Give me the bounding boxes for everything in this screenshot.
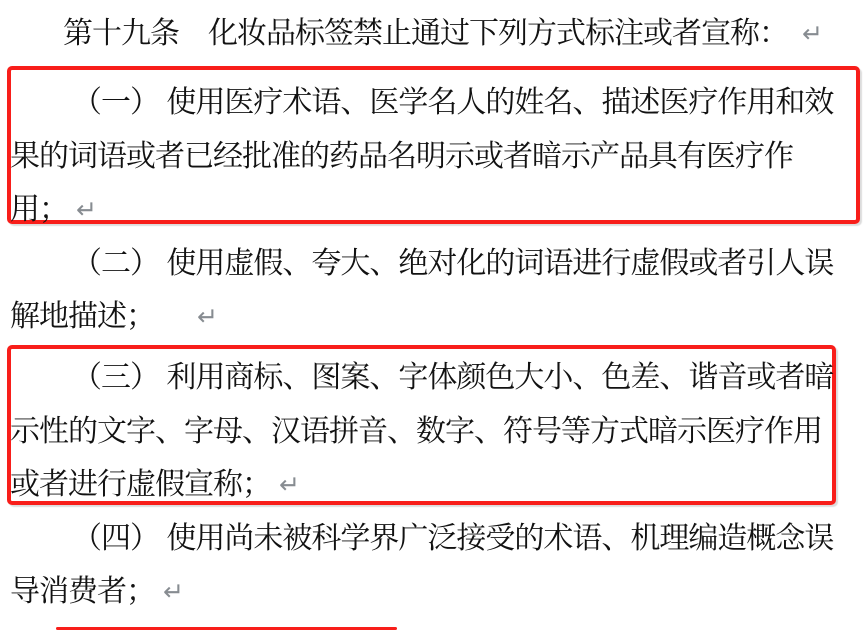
- paragraph-return-icon: ↵: [279, 471, 300, 499]
- item-1-line-1-text: （一） 使用医疗术语、医学名人的姓名、描述医疗作用和效: [72, 86, 834, 119]
- item-4-line-2: [10, 573, 184, 612]
- paragraph-return-icon: ↵: [802, 20, 823, 48]
- item-1-line-1: [72, 84, 833, 122]
- item-1-line-3-text: 用；: [10, 193, 68, 226]
- paragraph-return-icon: ↵: [76, 196, 97, 224]
- item-2-line-1-text: （二） 使用虚假、夸大、绝对化的词语进行虚假或者引人误: [72, 247, 834, 280]
- highlight-box-partial-bottom: [56, 627, 397, 630]
- item-1-line-2-text: 果的词语或者已经批准的药品名明示或者暗示产品具有医疗作: [10, 140, 793, 173]
- paragraph-return-icon: ↵: [163, 578, 184, 606]
- item-1-line-3: [10, 191, 97, 230]
- item-4-line-1: [72, 520, 833, 558]
- item-2-line-2-text: 解地描述；: [10, 300, 155, 333]
- item-4-line-1-text: （四） 使用尚未被科学界广泛接受的术语、机理编造概念误: [72, 522, 834, 555]
- item-3-line-1: [72, 359, 833, 397]
- item-3-line-3: [10, 466, 300, 505]
- item-3-line-1-text: （三） 利用商标、图案、字体颜色大小、色差、谐音或者暗: [72, 361, 834, 394]
- article-title-text: 第十九条 化妆品标签禁止通过下列方式标注或者宣称：: [63, 17, 788, 50]
- article-title-line: [63, 15, 823, 54]
- item-4-line-2-text: 导消费者；: [10, 575, 155, 608]
- item-3-line-3-text: 或者进行虚假宣称；: [10, 468, 271, 501]
- item-2-line-1: [72, 245, 833, 283]
- item-3-line-2-text: 示性的文字、字母、汉语拼音、数字、符号等方式暗示医疗作用: [10, 415, 822, 448]
- item-3-line-2: [10, 413, 822, 451]
- paragraph-return-icon: ↵: [197, 303, 218, 331]
- item-2-line-2: [10, 298, 218, 337]
- item-1-line-2: [10, 138, 793, 176]
